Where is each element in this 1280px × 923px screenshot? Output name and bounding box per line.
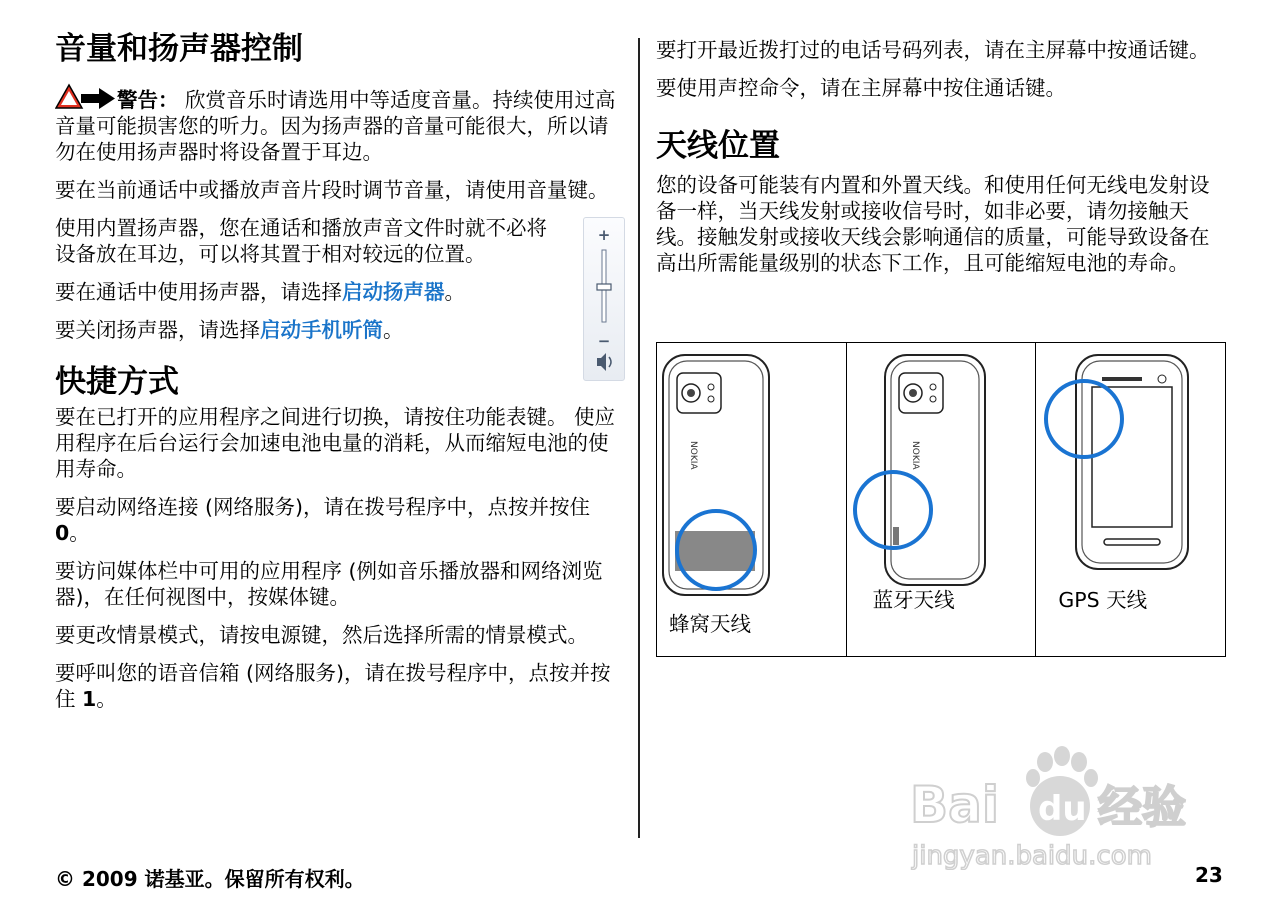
svg-text:+: + bbox=[597, 225, 611, 244]
section-title-antenna: 天线位置 bbox=[656, 128, 780, 164]
right-column bbox=[656, 30, 1226, 288]
paragraph: 要启动网络连接 (网络服务)，请在拨号程序中，点按并按住 0。 bbox=[55, 494, 591, 545]
svg-text:jingyan.baidu.com: jingyan.baidu.com bbox=[912, 841, 1152, 870]
paragraph: 要呼叫您的语音信箱 (网络服务)，请在拨号程序中，点按并按住 1。 bbox=[55, 660, 611, 711]
svg-text:NOKIA: NOKIA bbox=[688, 441, 698, 470]
warning-label: 警告： bbox=[117, 87, 179, 112]
svg-text:du: du bbox=[1038, 789, 1087, 829]
left-column bbox=[55, 30, 625, 724]
figure-caption: 蜂窝天线 bbox=[669, 612, 751, 636]
handset-on-link[interactable]: 启动手机听筒 bbox=[260, 317, 383, 342]
paragraph: 要访问媒体栏中可用的应用程序 (例如音乐播放器和网络浏览器)，在任何视图中，按媒体键。 bbox=[55, 558, 603, 609]
paragraph: 使用内置扬声器，您在通话和播放声音文件时就不必将设备放在耳边，可以将其置于相对较远的位置。 bbox=[55, 215, 547, 266]
paragraph: 要在通话中使用扬声器，请选择启动扬声器。 bbox=[55, 279, 465, 304]
warning-paragraph bbox=[55, 83, 625, 165]
svg-text:NOKIA: NOKIA bbox=[909, 441, 920, 470]
figure-caption: 蓝牙天线 bbox=[872, 588, 955, 612]
speaker-block bbox=[55, 215, 625, 350]
volume-slider-icon bbox=[584, 218, 624, 380]
antenna-figure-table bbox=[656, 342, 1226, 657]
svg-text:Bai: Bai bbox=[910, 776, 999, 834]
section-title-shortcuts: 快捷方式 bbox=[55, 363, 179, 400]
page-number: 23 bbox=[1195, 863, 1223, 887]
speaker-on-link[interactable]: 启动扬声器 bbox=[342, 279, 445, 304]
paragraph: 要在已打开的应用程序之间进行切换，请按住功能表键。 使应用程序在后台运行会加速电池电量的消耗，从而缩短电池的使用寿命。 bbox=[55, 404, 616, 481]
svg-text:经验: 经验 bbox=[1098, 782, 1186, 833]
paragraph: 要打开最近拨打过的电话号码列表，请在主屏幕中按通话键。 bbox=[656, 38, 1210, 62]
section-title-volume: 音量和扬声器控制 bbox=[55, 31, 303, 67]
paragraph: 要关闭扬声器，请选择启动手机听筒。 bbox=[55, 317, 404, 342]
volume-control-panel bbox=[583, 217, 625, 381]
warning-text: 欣赏音乐时请选用中等适度音量。持续使用过高音量可能损害您的听力。因为扬声器的音量可能很大，所以请勿在使用扬声器时将设备置于耳边。 bbox=[55, 87, 616, 164]
warning-icon bbox=[55, 83, 117, 111]
svg-text:−: − bbox=[597, 331, 611, 350]
baidu-watermark-logo bbox=[910, 740, 1210, 870]
paragraph: 要更改情景模式，请按电源键，然后选择所需的情景模式。 bbox=[55, 622, 588, 647]
figure-cell-bluetooth bbox=[847, 343, 1037, 656]
figure-caption: GPS 天线 bbox=[1058, 588, 1148, 612]
copyright-footer: © 2009 诺基亚。保留所有权利。 bbox=[55, 867, 365, 891]
figure-cell-cellular bbox=[657, 343, 847, 656]
paragraph: 要使用声控命令，请在主屏幕中按住通话键。 bbox=[656, 76, 1066, 100]
paragraph: 要在当前通话中或播放声音片段时调节音量，请使用音量键。 bbox=[55, 177, 609, 202]
column-divider bbox=[638, 38, 640, 838]
paragraph: 您的设备可能装有内置和外置天线。和使用任何无线电发射设备一样，当天线发射或接收信号时，如非必要，请勿接触天线。接触发射或接收天线会影响通信的质量，可能导致设备在高出所需能量级别的状态下工作，且可能缩短电池的寿命。 bbox=[656, 172, 1210, 275]
figure-cell-gps bbox=[1036, 343, 1225, 656]
